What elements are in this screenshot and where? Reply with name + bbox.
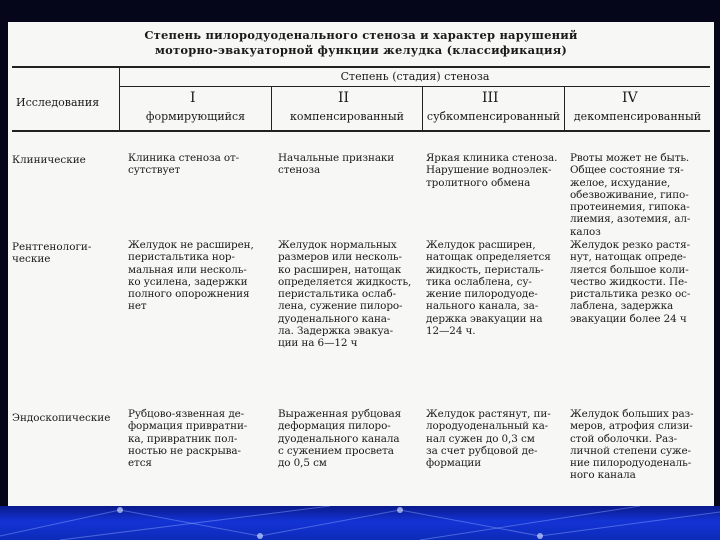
endoscopic-stage-3: Желудок растянут, пи- лородуоденальный ка- нал сужен до 0,3 см за счет рубцовой де- формации: [426, 408, 551, 470]
clinical-stage-4: Рвоты может не быть. Общее состояние тя- желое, исхудание, обезвоживание, гипо- протеинемия, гипока- лиемия, азотемия, ал- калоз: [570, 152, 691, 238]
radiological-stage-3: Желудок расширен, натощак определяется жидкость, перисталь- тика ослаблена, су- жение пилородуоде- нального канала, за- держка эвакуации на 12—24 ч.: [426, 239, 551, 338]
stage-1-numeral: I: [190, 90, 196, 106]
endoscopic-stage-1: Рубцово-язвенная де- формация привратни- ка, привратник пол- ностью не раскрыва- ется: [128, 408, 248, 470]
row-label-endoscopic: Эндоскопические: [12, 412, 111, 424]
table-top-rule: [12, 66, 710, 68]
header-bottom-rule: [12, 130, 710, 132]
endoscopic-stage-2: Выраженная рубцовая деформация пилоро- дуоденального канала с сужением просвета до 0,5 см: [278, 408, 402, 470]
row-label-radiological: Рентгенологи- ческие: [12, 241, 92, 266]
header-divider-4: [564, 86, 565, 130]
clinical-stage-1: Клиника стеноза от- сутствует: [128, 152, 240, 177]
stage-3-numeral: III: [482, 90, 499, 106]
scanned-document: [8, 22, 714, 512]
radiological-stage-2: Желудок нормальных размеров или несколь- ко расширен, натощак определяется жидкость, перистальтика ослаб- лена, сужение пилоро- дуоденального кана- ла. Задержка эвакуа- ции на 6—12 ч: [278, 239, 412, 350]
header-divider-2: [271, 86, 272, 130]
radiological-stage-4: Желудок резко растя- нут, натощак опреде- ляется большое коли- чество жидкости. Пе- ристальтика резко ос- лаблена, задержка эвакуации более 24 ч: [570, 239, 691, 325]
document-title: [8, 28, 714, 58]
stage-group-rule: [120, 86, 710, 87]
row-label-clinical: Клинические: [12, 154, 86, 166]
title-line-1: Степень пилородуоденального стеноза и характер нарушений: [144, 28, 578, 42]
endoscopic-stage-4: Желудок больших раз- меров, атрофия слизи- стой оболочки. Раз- личной степени суже- ние пилородуоденаль- ного канала: [570, 408, 694, 482]
stage-4-numeral: IV: [622, 90, 638, 106]
stage-2-name: компенсированный: [290, 110, 404, 123]
footer-decoration: [0, 506, 720, 540]
stage-1-name: формирующийся: [145, 110, 246, 123]
radiological-stage-1: Желудок не расширен, перистальтика нор- мальная или несколь- ко усилена, задержки полного опорожнения нет: [128, 239, 254, 313]
clinical-stage-3: Яркая клиника стеноза. Нарушение водноэлек- тролитного обмена: [426, 152, 558, 189]
stage-4-name: декомпенсированный: [573, 110, 702, 123]
title-line-2: моторно-эвакуаторной функции желудка (классификация): [154, 43, 568, 57]
stage-3-name: субкомпенсированный: [426, 110, 561, 123]
slide-footer-band: [0, 506, 720, 540]
header-divider-3: [422, 86, 423, 130]
stage-2-numeral: II: [338, 90, 350, 106]
stage-group-header: Степень (стадия) стеноза: [340, 70, 490, 83]
research-column-header: Исследования: [16, 96, 100, 109]
clinical-stage-2: Начальные признаки стеноза: [278, 152, 395, 177]
